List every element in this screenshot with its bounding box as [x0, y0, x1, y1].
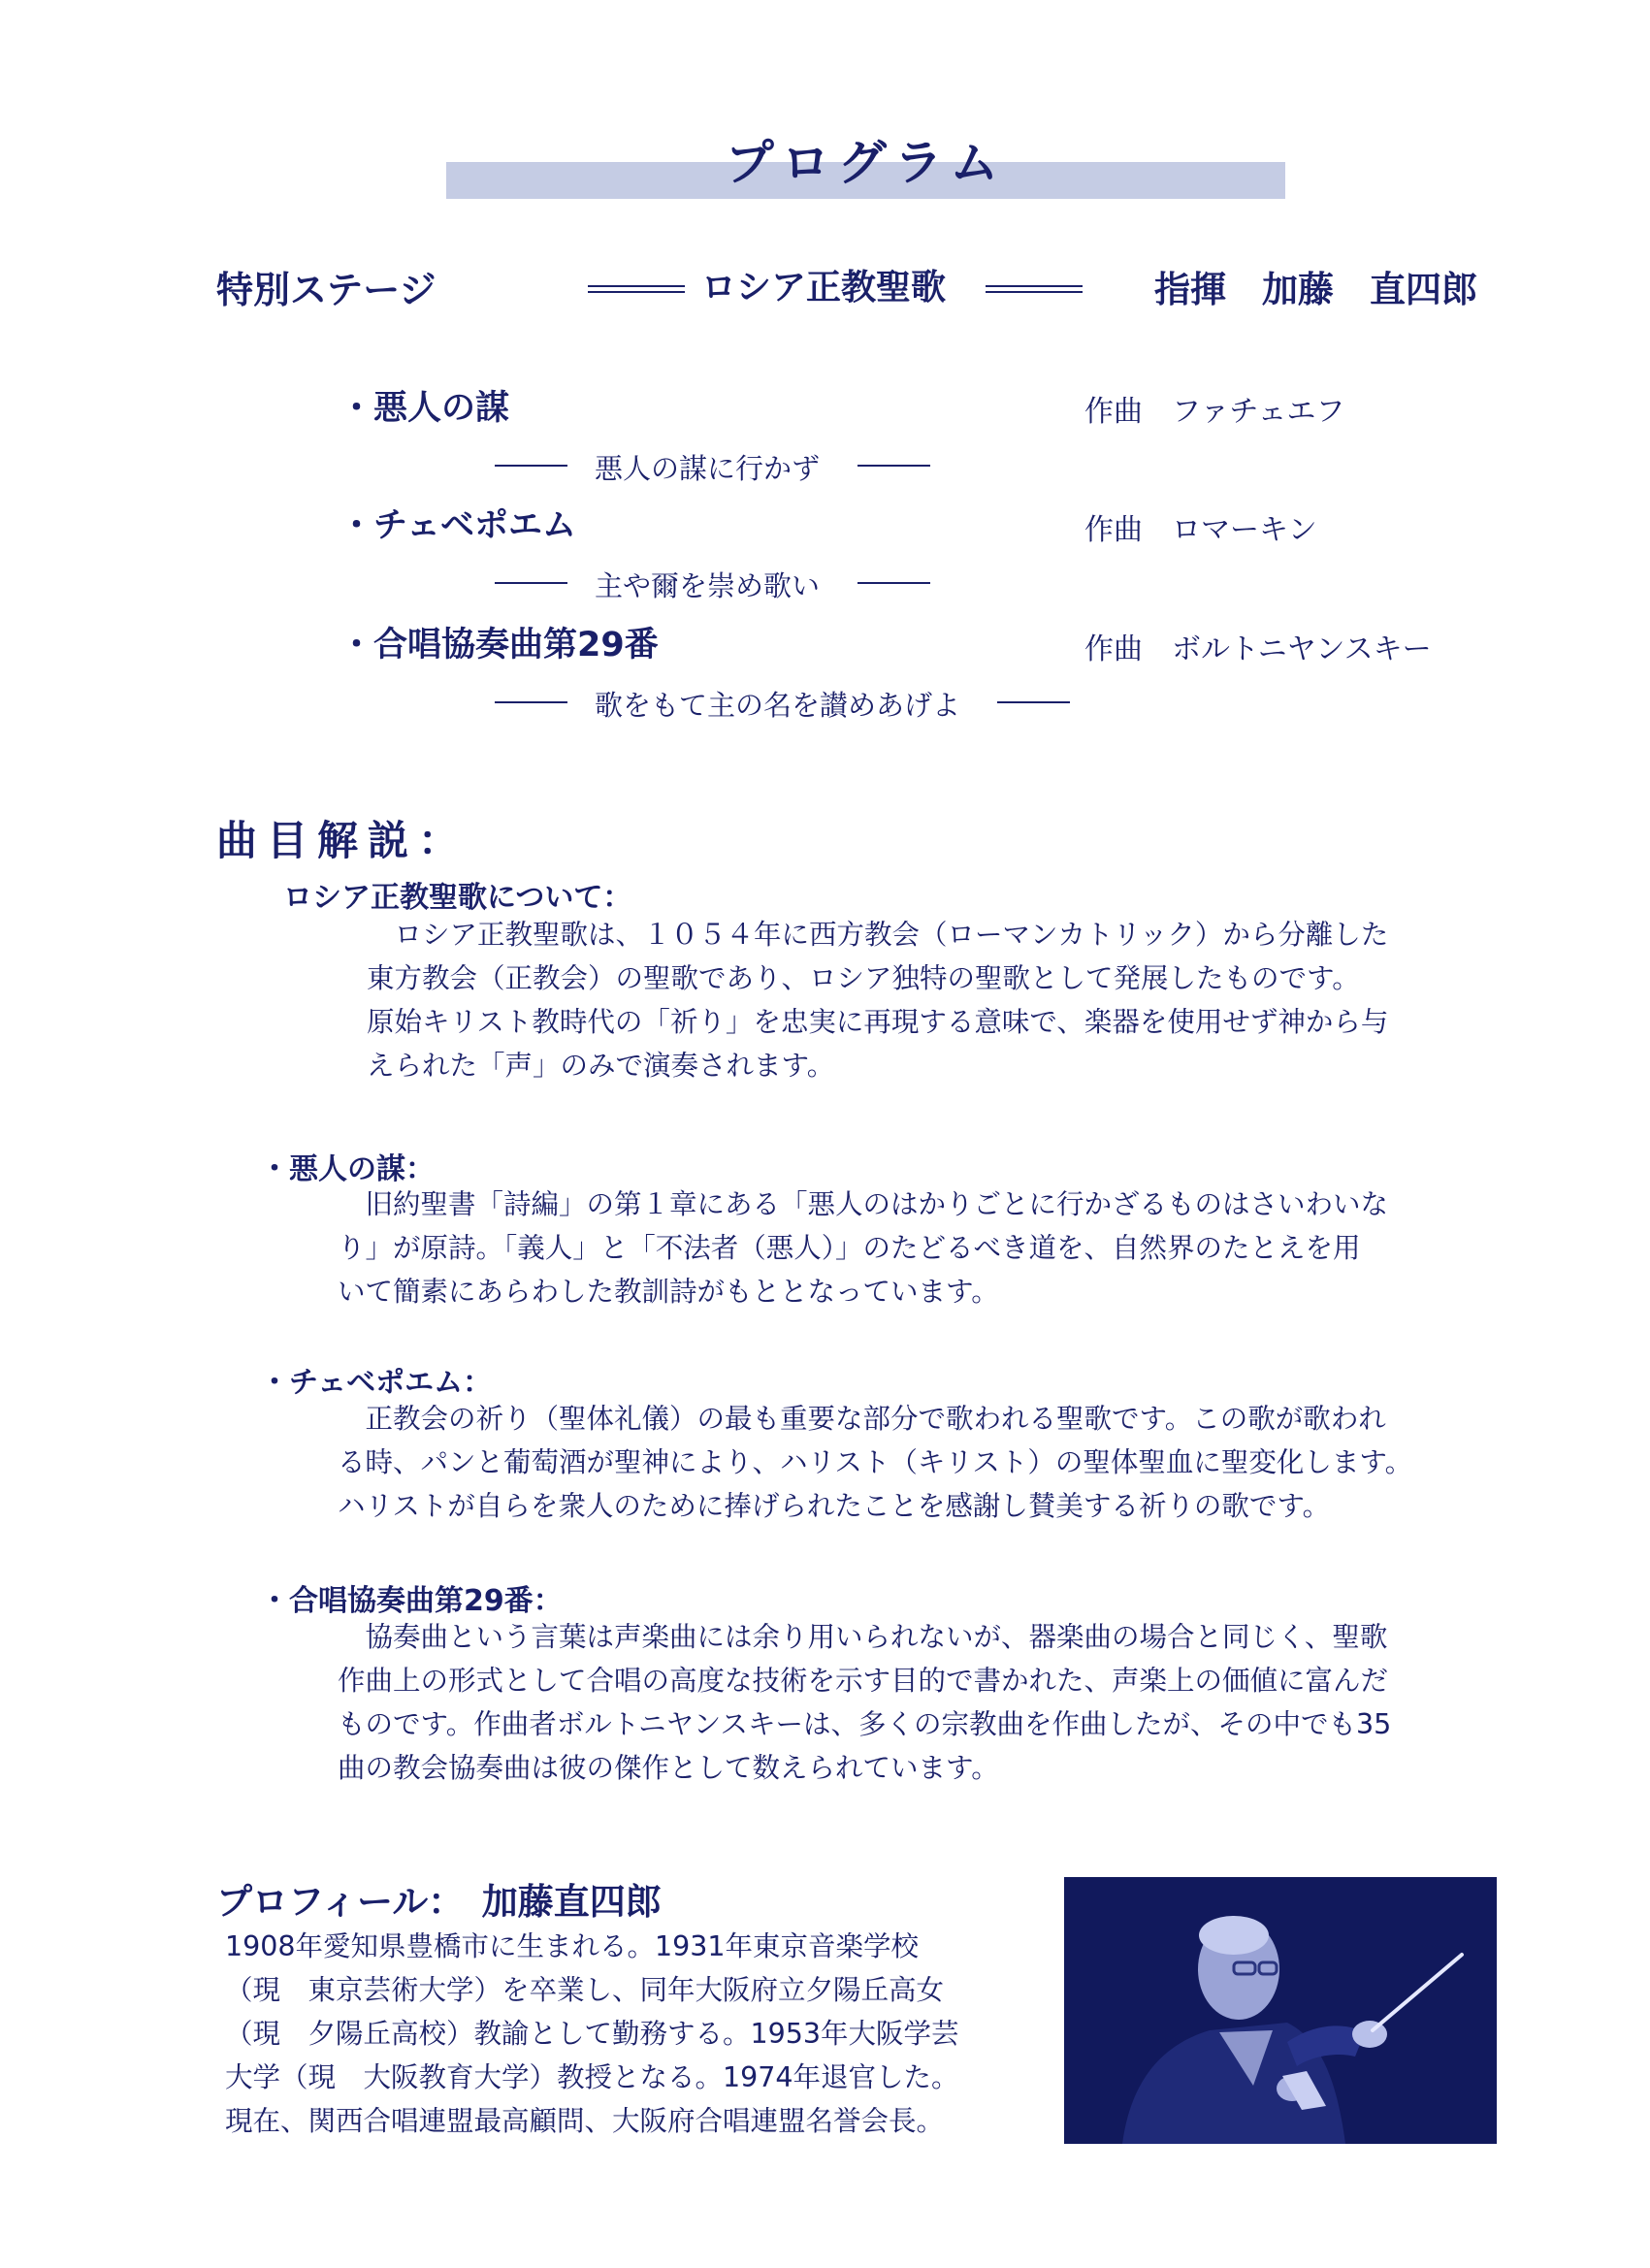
profile-heading: プロフィール： 加藤直四郎	[216, 1881, 662, 1923]
text-line: 東方教会（正教会）の聖歌であり、ロシア独特の聖歌として発展したものです。	[367, 962, 1360, 994]
item-3-heading: ・合唱協奏曲第29番：	[260, 1584, 563, 1618]
double-rule-left	[588, 285, 685, 293]
intro-heading: ロシア正教聖歌について：	[283, 881, 632, 915]
text-line: 作曲上の形式として合唱の高度な技術を示す目的で書かれた、声楽上の価値に富んだ	[338, 1665, 1389, 1697]
page-title: プログラム	[725, 135, 1007, 191]
text-line: ロシア正教聖歌は、１０５４年に西方教会（ローマンカトリック）から分離した	[367, 919, 1389, 951]
text-line: 原始キリスト教時代の「祈り」を忠実に再現する意味で、楽器を使用せず神から与	[367, 1006, 1389, 1038]
stage-label: 特別ステージ	[216, 269, 437, 311]
item-2-heading: ・チェベポエム：	[260, 1366, 493, 1400]
profile-paragraph	[225, 1925, 959, 2143]
item-1-paragraph	[338, 1183, 1388, 1313]
piece-2-title: ・チェベポエム	[340, 506, 576, 545]
conductor-photo	[1064, 1877, 1497, 2144]
rule	[495, 701, 567, 703]
item-3-paragraph	[338, 1615, 1391, 1790]
piece-1-composer: 作曲 ファチェエフ	[1084, 395, 1345, 429]
text-line: ハリストが自らを衆人のために捧げられたことを感謝し賛美する祈りの歌です。	[338, 1490, 1331, 1522]
text-line: 曲の教会協奏曲は彼の傑作として数えられています。	[338, 1752, 999, 1784]
piece-3-title: ・合唱協奏曲第29番	[340, 626, 659, 664]
piece-1-subtitle: 悪人の謀に行かず	[595, 452, 821, 485]
conductor-illustration	[1064, 1877, 1497, 2144]
stage-title: ロシア正教聖歌	[701, 268, 947, 308]
piece-2-composer: 作曲 ロマーキン	[1084, 513, 1317, 547]
text-line: 旧約聖書「詩編」の第１章にある「悪人のはかりごとに行かざるものはさいわいな	[338, 1188, 1389, 1220]
commentary-heading: 曲目解説：	[216, 817, 469, 864]
text-line: 1908年愛知県豊橋市に生まれる。1931年東京音楽学校	[225, 1930, 920, 1962]
text-line: えられた「声」のみで演奏されます。	[367, 1050, 835, 1082]
double-rule-right	[986, 285, 1083, 293]
rule	[495, 465, 567, 467]
item-1-heading: ・悪人の謀：	[260, 1152, 435, 1186]
item-2-paragraph	[338, 1397, 1412, 1528]
stage-conductor: 指揮 加藤 直四郎	[1154, 269, 1477, 310]
text-line: 現在、関西合唱連盟最高顧問、大阪府合唱連盟名誉会長。	[225, 2105, 945, 2137]
piece-1-title: ・悪人の謀	[340, 389, 510, 428]
text-line: 協奏曲という言葉は声楽曲には余り用いられないが、器楽曲の場合と同じく、聖歌	[338, 1621, 1388, 1653]
piece-2-subtitle: 主や爾を崇め歌い	[595, 569, 821, 602]
piece-3-subtitle: 歌をもて主の名を讃めあげよ	[595, 689, 961, 722]
intro-paragraph	[367, 913, 1388, 1087]
rule	[997, 701, 1070, 703]
text-line: いて簡素にあらわした教訓詩がもととなっています。	[338, 1276, 999, 1308]
rule	[857, 582, 930, 584]
text-line: ものです。作曲者ボルトニヤンスキーは、多くの宗教曲を作曲したが、その中でも35	[338, 1708, 1392, 1740]
rule	[857, 465, 930, 467]
text-line: （現 夕陽丘高校）教諭として勤務する。1953年大阪学芸	[225, 2018, 959, 2050]
text-line: る時、パンと葡萄酒が聖神により、ハリスト（キリスト）の聖体聖血に聖変化します。	[338, 1446, 1413, 1478]
piece-3-composer: 作曲 ボルトニヤンスキー	[1084, 632, 1432, 666]
text-line: り」が原詩。「義人」と「不法者（悪人）」のたどるべき道を、自然界のたとえを用	[338, 1232, 1361, 1264]
text-line: 大学（現 大阪教育大学）教授となる。1974年退官した。	[225, 2061, 959, 2093]
rule	[495, 582, 567, 584]
text-line: 正教会の祈り（聖体礼儀）の最も重要な部分で歌われる聖歌です。この歌が歌われ	[338, 1403, 1386, 1435]
text-line: （現 東京芸術大学）を卒業し、同年大阪府立夕陽丘高女	[225, 1974, 945, 2006]
